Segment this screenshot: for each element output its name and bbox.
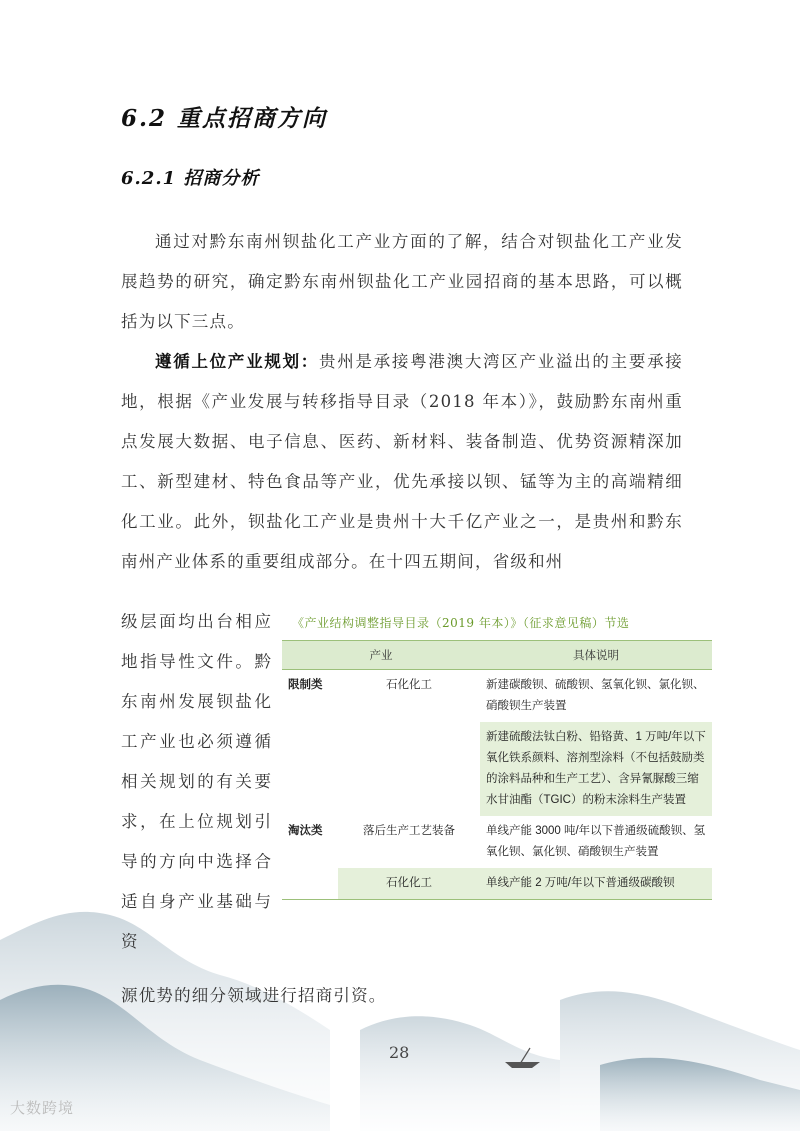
point1-lead: 遵循上位产业规划： bbox=[155, 352, 320, 371]
row-category: 限制类 bbox=[288, 679, 323, 691]
table-row bbox=[282, 722, 712, 816]
row-detail: 单线产能 3000 吨/年以下普通级硫酸钡、氢氧化钡、氯化钡、硝酸钡生产装置 bbox=[486, 825, 706, 858]
wrap-paragraph: 级层面均出台相应地指导性文件。黔东南州发展钡盐化工产业也必须遵循相关规划的有关要求，在上位规划引导的方向中选择合适自身产业基础与资 bbox=[121, 612, 273, 951]
table-row bbox=[282, 670, 712, 723]
table-row bbox=[282, 816, 712, 868]
row-industry: 石化化工 bbox=[338, 868, 480, 900]
table-header-row bbox=[282, 641, 712, 670]
row-industry bbox=[338, 722, 480, 816]
subsection-heading: 6.2.1 招商分析 bbox=[121, 168, 260, 189]
row-detail: 新建硫酸法钛白粉、铅铬黄、1 万吨/年以下氧化铁系颜料、溶剂型涂料（不包括鼓励类的涂料品种和生产工艺）、含异氰脲酸三缩水甘油酯（TGIC）的粉末涂料生产装置 bbox=[480, 722, 712, 816]
watermark-logo: 大数跨境 bbox=[10, 1099, 75, 1117]
section-heading: 6.2 重点招商方向 bbox=[121, 105, 328, 132]
industry-table bbox=[282, 640, 712, 900]
row-industry: 落后生产工艺装备 bbox=[363, 825, 455, 837]
point1-body: 贵州是承接粤港澳大湾区产业溢出的主要承接地，根据《产业发展与转移指导目录（2018 年本）》，鼓励黔东南州重点发展大数据、电子信息、医药、新材料、装备制造、优势资源精深加工、新型建材、特色食品等产业，优先承接以钡、锰等为主的高端精细化工业。此外，钡盐化工产业是贵州十大千亿产业之一，是贵州和黔东南州产业体系的重要组成部分。在十四五期间，省级和州 bbox=[121, 352, 683, 571]
row-industry: 石化化工 bbox=[386, 679, 432, 691]
point1-paragraph bbox=[121, 342, 683, 582]
col-header-detail: 具体说明 bbox=[480, 641, 712, 670]
col-header-industry: 产业 bbox=[282, 641, 480, 670]
tail-line: 源优势的细分领域进行招商引资。 bbox=[121, 986, 387, 1005]
row-detail: 单线产能 2 万吨/年以下普通级碳酸钡 bbox=[480, 868, 712, 900]
row-category bbox=[282, 868, 338, 900]
table-title: 《产业结构调整指导目录（2019 年本）》（征求意见稿）节选 bbox=[292, 616, 630, 630]
row-category bbox=[282, 722, 338, 816]
row-category: 淘汰类 bbox=[288, 825, 323, 837]
intro-paragraph: 通过对黔东南州钡盐化工产业方面的了解，结合对钡盐化工产业发展趋势的研究，确定黔东南州钡盐化工产业园招商的基本思路，可以概括为以下三点。 bbox=[121, 232, 683, 331]
mid-mountain bbox=[360, 1016, 560, 1131]
page-number: 28 bbox=[389, 1043, 410, 1062]
row-detail: 新建碳酸钡、硫酸钡、氢氧化钡、氯化钡、硝酸钡生产装置 bbox=[486, 679, 705, 712]
table-row bbox=[282, 868, 712, 900]
